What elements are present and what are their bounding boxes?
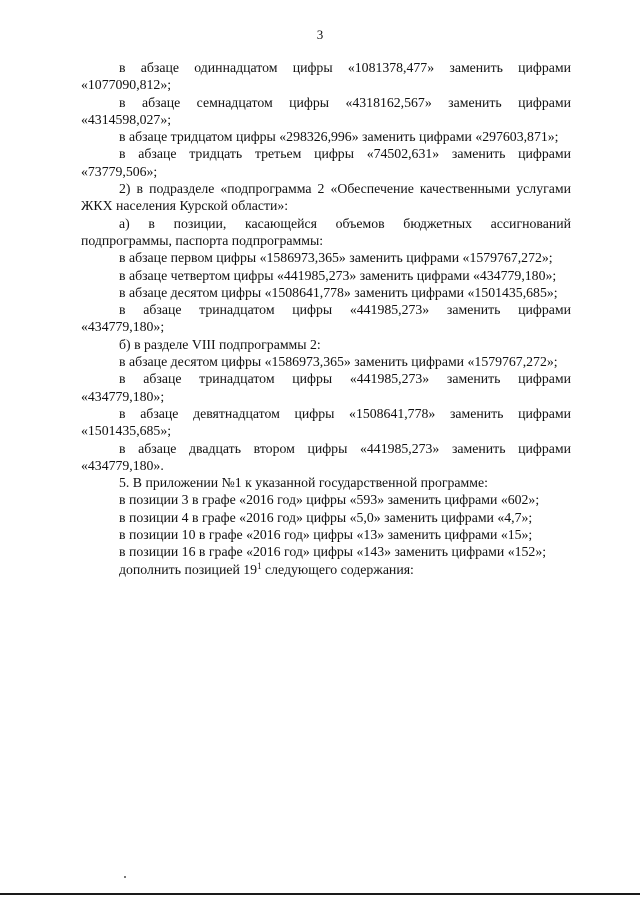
bottom-edge-rule (0, 893, 640, 895)
paragraph: в абзаце тридцать третьем цифры «74502,631» заменить цифрами «73779,506»; (81, 146, 571, 179)
scan-speck (124, 876, 126, 878)
paragraph: в абзаце тринадцатом цифры «441985,273» заменить цифрами «434779,180»; (81, 371, 571, 404)
paragraph: в позиции 3 в графе «2016 год» цифры «593» заменить цифрами «602»; (119, 492, 540, 508)
paragraph: в абзаце первом цифры «1586973,365» заменить цифрами «1579767,272»; (119, 250, 553, 266)
final-paragraph-text: дополнить позицией 19 (119, 561, 258, 577)
final-paragraph-tail: следующего содержания: (261, 561, 414, 577)
paragraph: в абзаце одиннадцатом цифры «1081378,477» заменить цифрами «1077090,812»; (81, 60, 571, 93)
paragraph: в позиции 10 в графе «2016 год» цифры «13» заменить цифрами «15»; (119, 527, 533, 543)
paragraph: в абзаце девятнадцатом цифры «1508641,778» заменить цифрами «1501435,685»; (81, 405, 571, 439)
paragraph: 2) в подразделе «подпрограмма 2 «Обеспечение качественными услугами ЖКХ населения Курской области»: (81, 181, 571, 214)
paragraph: в позиции 16 в графе «2016 год» цифры «143» заменить цифрами «152»; (119, 544, 547, 560)
paragraph: в абзаце тринадцатом цифры «441985,273» заменить цифрами «434779,180»; (81, 302, 571, 335)
paragraph: б) в разделе VIII подпрограммы 2: (119, 336, 321, 352)
position-superscript: 1 (257, 560, 262, 571)
paragraph: в абзаце двадцать втором цифры «441985,273» заменить цифрами «434779,180». (81, 440, 571, 473)
document-body (81, 59, 571, 578)
paragraph: в абзаце десятом цифры «1586973,365» заменить цифрами «1579767,272»; (119, 354, 558, 370)
paragraph: в абзаце четвертом цифры «441985,273» заменить цифрами «434779,180»; (119, 267, 557, 283)
paragraph: в абзаце десятом цифры «1508641,778» заменить цифрами «1501435,685»; (119, 284, 558, 300)
paragraph: в абзаце семнадцатом цифры «4318162,567» заменить цифрами «4314598,027»; (81, 94, 571, 127)
paragraph: в абзаце тридцатом цифры «298326,996» заменить цифрами «297603,871»; (119, 129, 559, 145)
paragraph: 5. В приложении №1 к указанной государственной программе: (119, 475, 488, 491)
page-number: 3 (316, 27, 324, 42)
final-paragraph (81, 561, 571, 578)
paragraph: а) в позиции, касающейся объемов бюджетных ассигнований подпрограммы, паспорта подпрограммы: (81, 215, 571, 248)
paragraph: в позиции 4 в графе «2016 год» цифры «5,0» заменить цифрами «4,7»; (119, 509, 533, 525)
